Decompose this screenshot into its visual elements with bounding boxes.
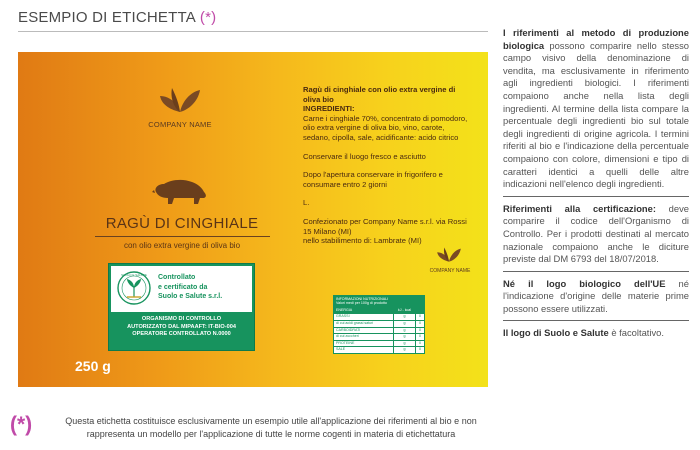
nutrition-header	[334, 296, 424, 307]
ingredients-panel	[303, 85, 471, 246]
nutrition-cell-val: 0	[419, 327, 421, 332]
page-title-text: ESEMPIO DI ETICHETTA	[18, 9, 196, 26]
footnote-mark: (*)	[199, 9, 217, 26]
footnote-text: Questa etichetta costituisce esclusivamente un esempio utile all'applicazione dei riferimenti al bio e non rappresenta un modello per l'applicazione di tutte le norme cogenti in materia di etichettatura	[65, 416, 477, 439]
nutrition-cell-val	[416, 308, 424, 314]
nutrition-row	[334, 313, 424, 320]
sidebar-paragraph-1	[503, 27, 689, 191]
nutrition-subtitle: Valori medi per 100g di prodotto	[336, 301, 387, 306]
certification-text	[158, 273, 250, 302]
sidebar-p3-text: né l'indicazione d'origine delle materie prime possono essere utilizzati.	[503, 277, 689, 314]
lot-number: L.	[303, 198, 310, 208]
product-title: RAGÙ DI CINGHIALE	[105, 215, 259, 232]
after-opening-instructions: Dopo l'apertura conservare in frigorifero e consumare entro 2 giorni	[303, 170, 443, 189]
nutrition-cell-name: CARBOIDRATI	[334, 328, 394, 334]
packer-info: Confezionato per Company Name s.r.l. via Rossi 15 Milano (MI)	[303, 216, 467, 236]
nutrition-cell-val: 0	[419, 347, 421, 352]
nutrition-table	[333, 295, 425, 354]
sidebar-p4-text: è facoltativo.	[608, 327, 664, 339]
nutrition-cell-unit: g	[394, 321, 416, 327]
cert-line-1: Controllato	[158, 274, 196, 281]
nutrition-row	[334, 333, 424, 340]
nutrition-cell-name: ENERGIA	[334, 308, 394, 314]
nutrition-row	[334, 340, 424, 347]
cert-line-3: Suolo e Salute s.r.l.	[158, 293, 223, 300]
nutrition-cell-name: di cui acidi grassi saturi	[334, 321, 394, 327]
certification-header	[111, 266, 252, 312]
nutrition-cell-unit: g	[394, 314, 416, 320]
boar-icon	[152, 176, 208, 206]
nutrition-row	[334, 346, 424, 353]
nutrition-row	[334, 327, 424, 334]
nutrition-cell-name: GRASSI	[334, 314, 394, 320]
nutrition-cell-unit: g	[394, 334, 416, 340]
company-name: COMPANY NAME	[148, 120, 212, 129]
logo-ring-text: SUOLO E SALUTE	[121, 273, 147, 277]
nutrition-cell-name: SALE	[334, 347, 394, 353]
sidebar-p4-bold: Il logo di Suolo e Salute	[503, 327, 609, 339]
title-underline	[95, 236, 270, 237]
nutrition-cell-name: di cui zuccheri	[334, 334, 394, 340]
nutrition-cell-unit: g	[394, 341, 416, 347]
control-body-line-3: OPERATORE CONTROLLATO N.0000	[132, 331, 231, 338]
company-name-small: COMPANY NAME	[429, 268, 471, 274]
nutrition-row	[334, 320, 424, 327]
sidebar-p2-text: deve comparire il codice dell'Organismo di Controllo. Per i prodotti destinati al mercato nazionale compaiono anche le diciture previste dal DM 6793 del 18/07/2018.	[503, 202, 690, 265]
nutrition-cell-val: 0	[419, 340, 421, 345]
explanation-sidebar	[503, 27, 689, 345]
suolo-e-salute-logo-icon	[116, 270, 152, 306]
sidebar-divider	[503, 320, 689, 321]
nutrition-cell-name: PROTEINE	[334, 341, 394, 347]
net-weight: 250 g	[75, 358, 111, 374]
page-title	[18, 9, 216, 26]
sidebar-p1-bold: I riferimenti al metodo di produzione biologica	[503, 27, 689, 51]
nutrition-cell-val: 0	[419, 314, 421, 319]
nutrition-title: INFORMAZIONI NUTRIZIONALI	[336, 297, 389, 301]
ingredients-product-name: Ragù di cinghiale con olio extra vergine di oliva bio	[303, 85, 456, 104]
sidebar-paragraph-4	[503, 327, 689, 340]
company-leaf-logo-icon	[158, 84, 202, 114]
nutrition-cell-unit: g	[394, 347, 416, 353]
sidebar-divider	[503, 196, 689, 197]
storage-instructions: Conservare il luogo fresco e asciutto	[303, 151, 426, 161]
control-body-line-1: ORGANISMO DI CONTROLLO	[141, 316, 222, 322]
cert-line-2: e certificato da	[158, 283, 208, 291]
sidebar-p3-bold: Né il logo biologico dell'UE	[503, 277, 666, 289]
control-body-line-2: AUTORIZZATO DAL MIPAAFT: IT-BIO-004	[127, 323, 236, 330]
nutrition-cell-val: 0	[419, 321, 421, 325]
control-body-info	[111, 316, 252, 339]
nutrition-cell-unit: kJ - kcal	[394, 308, 416, 314]
sidebar-p2-bold: Riferimenti alla certificazione:	[503, 202, 656, 214]
certification-box	[108, 263, 255, 351]
product-subtitle: con olio extra vergine di oliva bio	[123, 241, 241, 250]
nutrition-cell-unit: g	[394, 328, 416, 334]
title-divider	[18, 31, 488, 32]
sidebar-paragraph-2	[503, 203, 689, 266]
plant-info: nello stabilimento di: Lambrate (MI)	[303, 236, 422, 246]
nutrition-cell-val: 0	[419, 334, 421, 339]
ingredients-list: Carne i cinghiale 70%, concentrato di pomodoro, olio extra vergine di oliva bio, vino, carote, sedano, cipolla, sale, acidificante: acido citrico	[303, 113, 468, 142]
footnote-marker: (*)	[10, 413, 33, 436]
nutrition-row	[334, 307, 424, 314]
sidebar-divider	[503, 271, 689, 272]
ingredients-heading: INGREDIENTI:	[303, 104, 355, 114]
company-leaf-logo-small-icon	[436, 245, 462, 263]
sidebar-p1-text: possono comparire nello stesso campo visivo della denominazione di vendita, ma esclusivamente in riferimento agli ingredienti biologici. I riferimenti compaiono anche nella lista degli ingredienti. Al termine della lista compare la percentuale degli ingredienti bio sul totale degli ingredienti di origine agricola. I termini riferiti al bio e l'indicazione della percentuale compaiono con colore, dimensioni e tipo di caratteri identici a quelli delle altre indicazioni nell'elenco degli ingredienti.	[503, 39, 689, 190]
sidebar-paragraph-3	[503, 278, 689, 316]
